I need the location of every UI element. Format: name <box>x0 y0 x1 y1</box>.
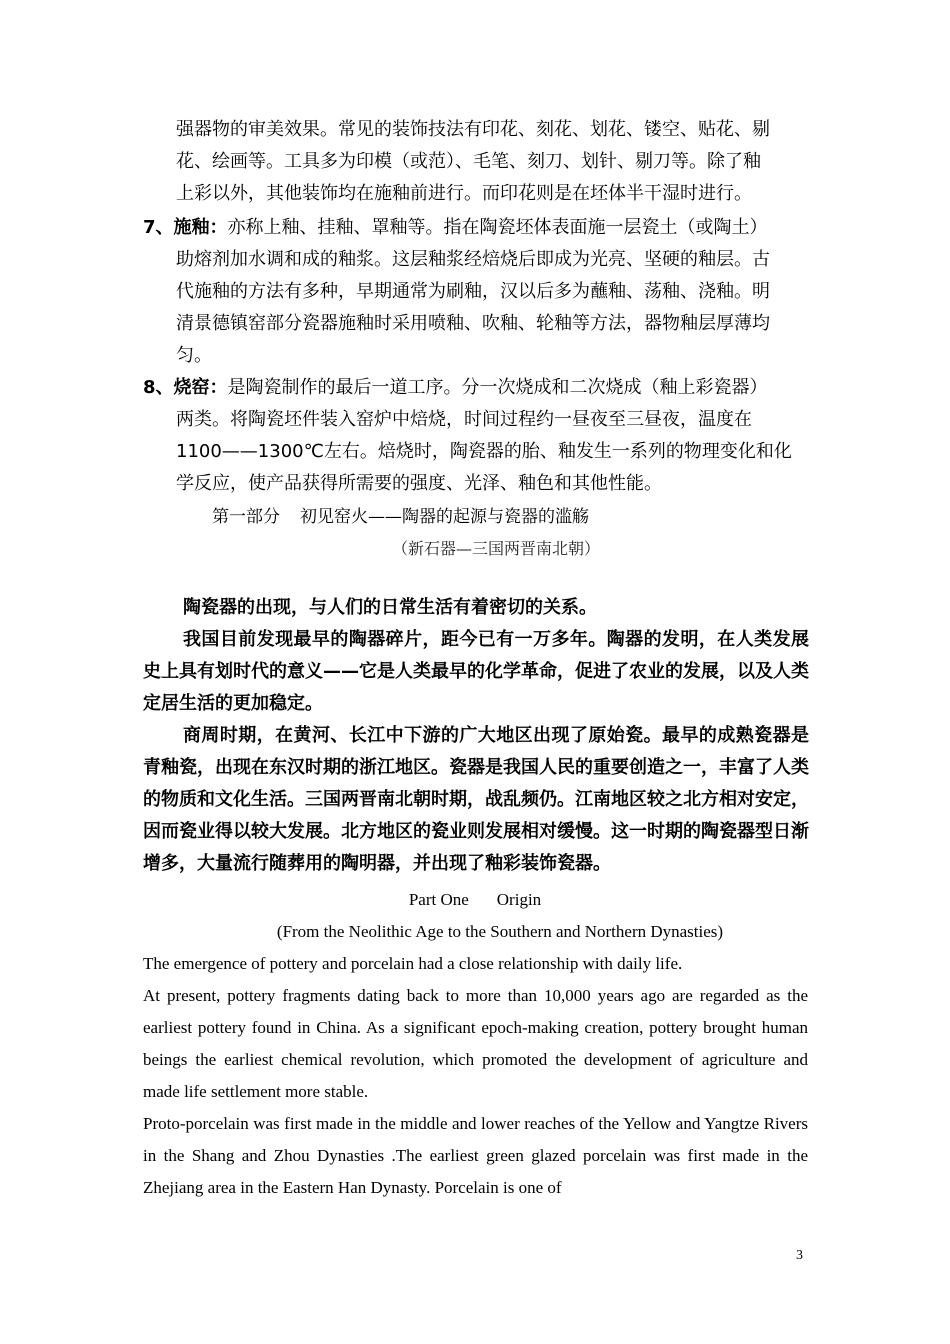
part-subtitle-en: (From the Neolithic Age to the Southern and Northern Dynasties) <box>276 922 724 941</box>
text-line: 匀。 <box>176 345 212 366</box>
text-line: 1100——1300℃左右。焙烧时，陶瓷器的胎、釉发生一系列的物理变化和化 <box>176 441 792 462</box>
paragraph-text: The emergence of pottery and porcelain had a close relationship with daily life. <box>143 954 683 973</box>
bold-paragraph <box>143 624 809 720</box>
part-title-zh <box>212 502 589 532</box>
step-number: 7、 <box>143 217 174 238</box>
paragraph-text: At present, pottery fragments dating back to more than 10,000 years ago are regarded as the earliest pottery found in China. As a significant epoch-making creation, pottery brought human beings the earliest chemical revolution, which promoted the development of agriculture and made life settlement more stable. <box>143 986 808 1101</box>
part-subtitle-zh: （新石器—三国两晋南北朝） <box>392 539 601 558</box>
text-line: 花、绘画等。工具多为印模（或范）、毛笔、刻刀、划针、剔刀等。除了釉 <box>176 151 761 172</box>
step-firing <box>143 372 809 500</box>
text-line: 助熔剂加水调和成的釉浆。这层釉浆经焙烧后即成为光亮、坚硬的釉层。古 <box>176 249 770 270</box>
bold-paragraph <box>143 720 809 880</box>
step-first-line <box>143 372 809 404</box>
paragraph-text: 陶瓷器的出现，与人们的日常生活有着密切的关系。 <box>183 597 597 618</box>
part-label-en: Part One <box>408 890 469 909</box>
step-first-text: 亦称上釉、挂釉、罩釉等。指在陶瓷坯体表面施一层瓷土（或陶土） <box>227 217 768 238</box>
paragraph-text: 商周时期，在黄河、长江中下游的广大地区出现了原始瓷。最早的成熟瓷器是青釉瓷，出现在东汉时期的浙江地区。瓷器是我国人民的重要创造之一，丰富了人类的物质和文化生活。三国两晋南北朝时期，战乱频仍。江南地区较之北方相对安定，因而瓷业得以较大发展。北方地区的瓷业则发展相对缓慢。这一时期的陶瓷器型日渐增多，大量流行随葬用的陶明器，并出现了釉彩装饰瓷器。 <box>143 725 809 874</box>
text-line: 强器物的审美效果。常见的装饰技法有印花、刻花、划花、镂空、贴花、剔 <box>176 119 770 140</box>
paragraph-text: Proto-porcelain was first made in the middle and lower reaches of the Yellow and Yangtze Rivers in the Shang and Zhou Dynasties .The earliest green glazed porcelain was first made in the Zhejiang area in the Eastern Han Dynasty. Porcelain is one of <box>143 1114 808 1197</box>
step-glazing <box>143 212 809 372</box>
part-heading-zh: 初见窑火——陶器的起源与瓷器的滥觞 <box>300 507 589 527</box>
step-first-text: 是陶瓷制作的最后一道工序。分一次烧成和二次烧成（釉上彩瓷器） <box>227 377 768 398</box>
part-label-zh: 第一部分 <box>212 507 280 527</box>
page-number: 3 <box>796 1248 803 1263</box>
text-line: 学反应，使产品获得所需要的强度、光泽、釉色和其他性能。 <box>176 473 662 494</box>
part-title-en <box>0 884 950 916</box>
continuation-text <box>176 114 816 210</box>
step-number: 8、 <box>143 377 174 398</box>
bold-paragraph <box>143 592 809 624</box>
text-line: 清景德镇窑部分瓷器施釉时采用喷釉、吹釉、轮釉等方法，器物釉层厚薄均 <box>176 313 770 334</box>
step-first-line <box>143 212 809 244</box>
text-line: 代施釉的方法有多种，早期通常为刷釉，汉以后多为蘸釉、荡釉、浇釉。明 <box>176 281 770 302</box>
step-term: 烧窑： <box>173 377 228 398</box>
text-line: 上彩以外，其他装饰均在施釉前进行。而印花则是在坯体半干湿时进行。 <box>176 183 752 204</box>
text-line: 两类。将陶瓷坯件装入窑炉中焙烧，时间过程约一昼夜至三昼夜，温度在 <box>176 409 752 430</box>
part-heading-en: Origin <box>496 890 542 909</box>
step-term: 施釉： <box>173 217 228 238</box>
english-body <box>143 948 808 1204</box>
paragraph-text: 我国目前发现最早的陶器碎片，距今已有一万多年。陶器的发明，在人类发展史上具有划时代的意义——它是人类最早的化学革命，促进了农业的发展，以及人类定居生活的更加稳定。 <box>143 629 809 714</box>
